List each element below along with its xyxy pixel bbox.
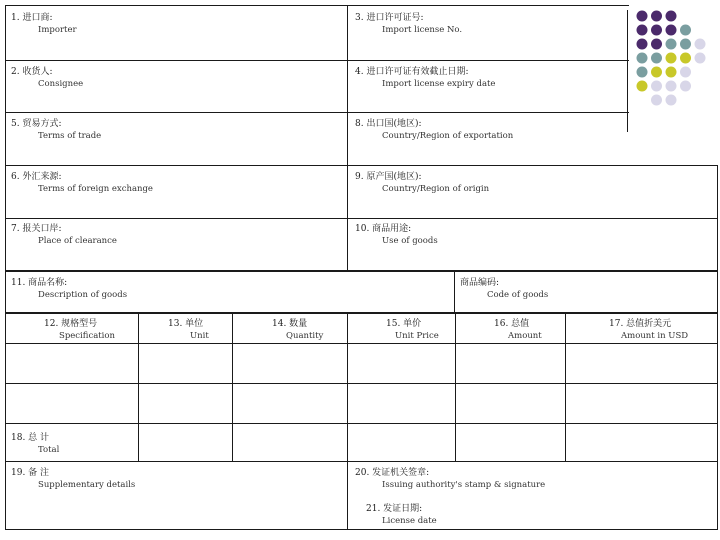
field-consignee — [11, 66, 83, 90]
column-header-unit — [168, 318, 209, 342]
field-en-label: Country/Region of origin — [382, 184, 490, 194]
grid-line — [5, 5, 6, 530]
field-cn-label: 4. 进口许可证有效截止日期: — [355, 67, 469, 77]
field-en-label: Place of clearance — [38, 236, 117, 246]
field-cn-label: 17. 总值折美元 — [609, 319, 672, 329]
field-import-license-no — [355, 12, 462, 36]
field-cn-label: 5. 贸易方式: — [11, 119, 62, 129]
grid-line — [717, 270, 718, 530]
column-header-specification — [44, 318, 115, 342]
field-cn-label: 11. 商品名称: — [11, 278, 68, 288]
field-cn-label: 10. 商品用途: — [355, 224, 412, 234]
field-en-label: Country/Region of exportation — [382, 131, 514, 141]
field-cn-label: 13. 单位 — [168, 319, 204, 329]
grid-line — [5, 529, 718, 530]
field-en-label: Issuing authority's stamp & signature — [382, 480, 546, 490]
decorative-dot — [666, 81, 677, 92]
decorative-dot — [680, 39, 691, 50]
field-cn-label: 7. 报关口岸: — [11, 224, 62, 234]
decorative-dot — [666, 11, 677, 22]
field-en-label: Quantity — [286, 331, 324, 341]
field-en-label: Unit Price — [395, 331, 439, 341]
field-cn-label: 15. 单价 — [386, 319, 422, 329]
field-en-label: Terms of trade — [38, 131, 102, 141]
decorative-dot — [651, 53, 662, 64]
decorative-dot — [666, 25, 677, 36]
grid-line — [455, 313, 456, 461]
field-cn-label: 12. 规格型号 — [44, 319, 98, 329]
field-country-exportation — [355, 118, 513, 142]
decorative-dot — [666, 95, 677, 106]
field-terms-of-trade — [11, 118, 101, 142]
decorative-dot — [637, 53, 648, 64]
grid-line — [5, 343, 718, 344]
field-cn-label: 3. 进口许可证号: — [355, 13, 424, 23]
grid-line — [347, 313, 348, 530]
grid-line — [5, 5, 629, 6]
decorative-dot — [637, 39, 648, 50]
field-en-label: Import license expiry date — [382, 79, 496, 89]
grid-line — [454, 271, 455, 313]
decorative-dot — [651, 11, 662, 22]
column-header-amount — [494, 318, 542, 342]
field-en-label: Consignee — [38, 79, 84, 89]
field-en-label: Unit — [190, 331, 209, 341]
field-license-expiry — [355, 66, 495, 90]
grid-line — [138, 313, 139, 461]
decorative-dot — [666, 53, 677, 64]
field-code-of-goods — [460, 277, 548, 301]
field-use-of-goods — [355, 223, 438, 247]
decorative-dot — [680, 81, 691, 92]
field-en-label: Import license No. — [382, 25, 463, 35]
field-foreign-exchange — [11, 171, 153, 195]
field-country-origin — [355, 171, 489, 195]
field-en-label: Importer — [38, 25, 77, 35]
column-header-quantity — [272, 318, 323, 342]
field-en-label: Amount — [508, 331, 542, 341]
field-cn-label: 21. 发证日期: — [366, 504, 423, 514]
field-cn-label: 16. 总值 — [494, 319, 530, 329]
field-en-label: Description of goods — [38, 290, 128, 300]
grid-line — [5, 312, 718, 314]
field-cn-label: 20. 发证机关签章: — [355, 468, 430, 478]
decorative-dot — [651, 81, 662, 92]
grid-line — [5, 423, 718, 424]
grid-line — [5, 270, 718, 272]
field-en-label: Total — [38, 445, 60, 455]
grid-line — [717, 165, 718, 271]
decorative-dot — [637, 67, 648, 78]
column-header-amount-usd — [609, 318, 688, 342]
field-cn-label: 19. 备 注 — [11, 468, 50, 478]
decorative-dot-pattern — [632, 8, 716, 120]
field-description-of-goods — [11, 277, 127, 301]
field-cn-label: 8. 出口国(地区): — [355, 119, 422, 129]
field-importer — [11, 12, 77, 36]
decorative-dot — [680, 25, 691, 36]
field-place-of-clearance — [11, 223, 117, 247]
decorative-dot — [695, 39, 706, 50]
decorative-dot — [637, 25, 648, 36]
grid-line — [232, 313, 233, 461]
field-cn-label: 2. 收货人: — [11, 67, 53, 77]
decorative-dot — [680, 67, 691, 78]
grid-line — [347, 5, 348, 271]
grid-line — [627, 10, 628, 132]
decorative-dot — [651, 95, 662, 106]
field-cn-label: 18. 总 计 — [11, 433, 50, 443]
grid-line — [5, 218, 718, 219]
grid-line — [5, 60, 629, 61]
field-cn-label: 6. 外汇来源: — [11, 172, 62, 182]
decorative-dot — [637, 11, 648, 22]
field-supplementary — [11, 467, 135, 491]
decorative-dot — [651, 67, 662, 78]
field-en-label: Use of goods — [382, 236, 438, 246]
grid-line — [5, 461, 718, 462]
column-header-unit-price — [386, 318, 439, 342]
decorative-dot — [651, 25, 662, 36]
field-issuing-authority — [355, 467, 545, 491]
decorative-dot — [695, 53, 706, 64]
grid-line — [5, 112, 629, 113]
field-cn-label: 9. 原产国(地区): — [355, 172, 422, 182]
field-en-label: Specification — [59, 331, 115, 341]
field-en-label: Code of goods — [487, 290, 549, 300]
field-cn-label: 1. 进口商: — [11, 13, 53, 23]
grid-line — [5, 383, 718, 384]
field-cn-label: 14. 数量 — [272, 319, 308, 329]
decorative-dot — [680, 53, 691, 64]
field-total — [11, 432, 59, 456]
field-en-label: Supplementary details — [38, 480, 136, 490]
decorative-dot — [666, 67, 677, 78]
field-en-label: License date — [382, 516, 437, 526]
field-license-date — [366, 503, 437, 527]
field-en-label: Terms of foreign exchange — [38, 184, 153, 194]
grid-line — [5, 165, 718, 166]
decorative-dot — [651, 39, 662, 50]
grid-line — [565, 313, 566, 461]
decorative-dot — [637, 81, 648, 92]
decorative-dot — [666, 39, 677, 50]
field-en-label: Amount in USD — [621, 331, 689, 341]
field-cn-label: 商品编码: — [460, 278, 500, 288]
